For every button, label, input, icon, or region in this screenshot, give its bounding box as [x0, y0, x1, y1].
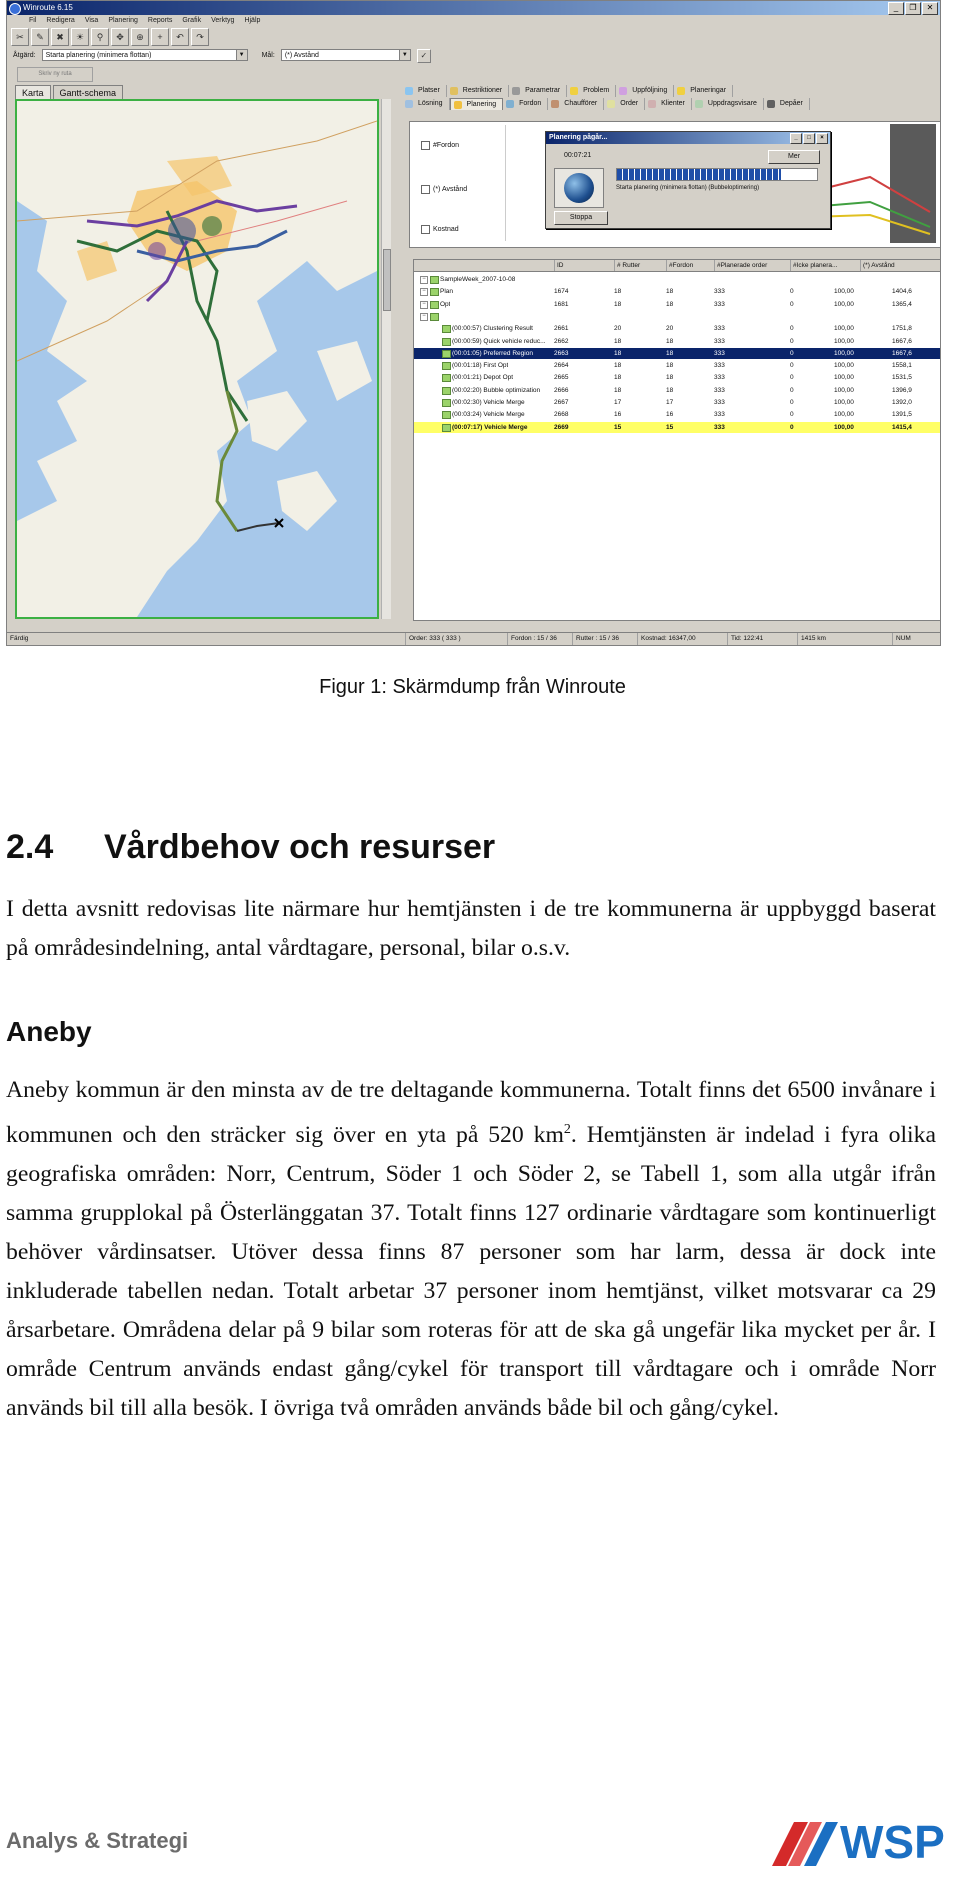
grid-cell: 18 — [614, 300, 622, 308]
table-row[interactable] — [414, 372, 941, 383]
status-distance: 1415 km — [797, 633, 826, 645]
grid-cell: 18 — [614, 349, 622, 357]
grid-cell: 100,00 — [834, 386, 854, 394]
row-name: (00:03:24) Vehicle Merge — [452, 411, 525, 419]
grid-cell: 2666 — [554, 386, 569, 394]
table-row[interactable] — [414, 274, 941, 285]
expand-toggle-icon[interactable]: − — [420, 301, 428, 309]
grid-cell: 18 — [614, 386, 622, 394]
tab-restriktioner[interactable]: Restriktioner — [447, 85, 509, 97]
status-ready: Färdig — [10, 635, 29, 642]
winroute-screenshot — [6, 0, 941, 646]
folder-icon — [442, 424, 451, 432]
intro-paragraph: I detta avsnitt redovisas lite närmare hur hemtjänsten i de tre kommunerna är uppbyggd baserat på områdesindelning, antal vårdtagare, personal, bilar o.s.v. — [6, 896, 936, 961]
col-planned[interactable]: #Planerade order — [714, 260, 767, 271]
parameters-icon — [512, 87, 520, 95]
grid-cell: 17 — [666, 399, 674, 406]
followup-icon — [619, 87, 627, 95]
table-row[interactable] — [414, 385, 941, 396]
tab-karta[interactable]: Karta — [15, 85, 51, 100]
order-cluster — [148, 242, 166, 260]
row-name: (00:00:59) Quick vehicle reduc... — [452, 337, 546, 345]
status-orders: Order: 333 ( 333 ) — [405, 633, 461, 645]
planning-progress-dialog — [545, 131, 831, 229]
plans-icon — [677, 87, 685, 95]
legend-fordon[interactable]: #Fordon — [421, 141, 459, 150]
grid-cell: 0 — [790, 411, 794, 419]
pen-icon[interactable]: ✎ — [31, 28, 49, 46]
warning-icon — [570, 87, 578, 95]
menu-item-reports[interactable]: Reports — [147, 17, 173, 24]
table-row[interactable] — [414, 409, 941, 420]
app-icon — [9, 3, 21, 15]
grid-cell: 1751,8 — [892, 325, 912, 333]
logo-text: WSP — [840, 1816, 945, 1868]
route-map[interactable] — [15, 99, 379, 619]
goal-label: Mål: — [261, 52, 275, 59]
tab-problem[interactable]: Problem — [567, 85, 616, 97]
row-name: Opt — [440, 300, 451, 308]
grid-cell: 333 — [714, 349, 725, 357]
col-unplanned[interactable]: #Icke planera... — [790, 260, 837, 271]
progress-bar — [616, 168, 818, 181]
planning-icon — [454, 101, 462, 109]
grid-cell: 18 — [666, 386, 674, 394]
close-button[interactable]: ✕ — [922, 2, 938, 15]
close-button[interactable]: × — [816, 133, 828, 144]
col-vehicles[interactable]: #Fordon — [666, 260, 693, 271]
tab-uppdragsvisare[interactable]: Uppdragsvisare — [692, 98, 764, 110]
tab-losning[interactable]: Lösning — [402, 98, 450, 110]
grid-cell: 100,00 — [834, 337, 854, 345]
row-name: (00:07:17) Vehicle Merge — [452, 423, 528, 431]
row-name: (00:02:30) Vehicle Merge — [452, 399, 525, 406]
window-titlebar — [7, 1, 940, 15]
map-scrollbar[interactable] — [381, 99, 391, 619]
figure-caption: Figur 1: Skärmdump från Winroute — [319, 676, 626, 698]
grid-cell: 100,00 — [834, 362, 854, 370]
dialog-status: Starta planering (minimera flottan) (Bubbeloptimering) — [616, 185, 760, 191]
grid-cell: 2662 — [554, 337, 569, 345]
client-icon — [648, 100, 656, 108]
legend-kostnad[interactable]: Kostnad — [421, 225, 459, 234]
grid-cell: 100,00 — [834, 300, 854, 308]
checkbox[interactable] — [421, 225, 430, 234]
tab-planeringar[interactable]: Planeringar — [674, 85, 733, 97]
status-bar — [7, 632, 940, 645]
grid-cell: 100,00 — [834, 374, 854, 382]
crosshair-icon[interactable]: + — [151, 28, 169, 46]
goal-select[interactable] — [281, 49, 411, 61]
elapsed-time: 00:07:21 — [564, 152, 592, 159]
col-distance[interactable]: (*) Avstånd — [860, 260, 895, 271]
row-name: (00:00:57) Clustering Result — [452, 325, 533, 333]
grid-cell: 100,00 — [834, 288, 854, 296]
grid-cell: 20 — [614, 325, 622, 333]
grid-cell: 0 — [790, 362, 794, 370]
order-cluster — [202, 216, 222, 236]
grid-cell: 1681 — [554, 300, 569, 308]
tab-gantt[interactable]: Gantt-schema — [53, 85, 124, 100]
grid-cell: 0 — [790, 423, 794, 431]
restrictions-icon — [450, 87, 458, 95]
grid-cell: 1558,1 — [892, 362, 912, 370]
vehicle-icon — [506, 100, 514, 108]
grid-cell: 18 — [614, 337, 622, 345]
row-name: Plan — [440, 288, 454, 296]
wsp-logo-graphic — [768, 1808, 954, 1870]
menu-item-verktyg[interactable]: Verktyg — [211, 17, 235, 24]
table-row[interactable] — [414, 360, 941, 371]
grid-cell: 1667,6 — [892, 337, 912, 345]
grid-cell: 0 — [790, 386, 794, 394]
grid-cell: 1392,0 — [892, 399, 912, 406]
scissors-icon[interactable]: ✂ — [11, 28, 29, 46]
menu-item-hjalp[interactable]: Hjälp — [244, 17, 261, 24]
grid-cell: 16 — [666, 411, 674, 419]
zoom-icon[interactable]: ⊕ — [131, 28, 149, 46]
col-routes[interactable]: # Rutter — [614, 260, 640, 271]
expand-toggle-icon[interactable]: − — [420, 288, 428, 296]
grid-cell: 333 — [714, 300, 725, 308]
tab-platser[interactable]: Platser — [402, 85, 447, 97]
menu-bar — [7, 15, 940, 27]
superscript-2: 2 — [563, 1122, 571, 1137]
table-row[interactable] — [414, 286, 941, 297]
goal-value: (*) Avstånd — [284, 52, 319, 59]
folder-icon — [430, 313, 439, 321]
row-name: (00:01:05) Preferred Region — [452, 349, 533, 357]
grid-cell: 1391,5 — [892, 411, 912, 419]
solution-icon — [405, 100, 413, 108]
row-name: (00:01:18) First Opt — [452, 362, 509, 370]
table-row[interactable] — [414, 311, 941, 322]
section-heading — [6, 828, 495, 867]
tab-parametrar[interactable]: Parametrar — [509, 85, 567, 97]
footer-text: Analys & Strategi — [6, 1828, 189, 1853]
grid-cell: 17 — [614, 399, 622, 406]
grid-cell: 18 — [666, 300, 674, 308]
chevron-down-icon[interactable]: ▼ — [399, 50, 410, 60]
globe-icon — [554, 168, 604, 208]
status-routes: Rutter : 15 / 36 — [572, 633, 619, 645]
maximize-button[interactable]: ❐ — [905, 2, 921, 15]
folder-icon — [442, 411, 451, 419]
chevron-down-icon[interactable]: ▼ — [236, 50, 247, 60]
stop-button[interactable]: Stoppa — [554, 211, 608, 225]
grid-cell: 1674 — [554, 288, 569, 296]
right-tabs-row-1 — [402, 85, 733, 97]
table-row[interactable] — [414, 422, 941, 433]
grid-cell: 333 — [714, 337, 725, 345]
grid-cell: 1365,4 — [892, 300, 912, 308]
places-icon — [405, 87, 413, 95]
aneby-text-part-2: . Hemtjänsten är indelad i fyra olika geografiska områden: Norr, Centrum, Söder 1 och Söder 2, se Tabell 1, som alla utgår ifrån samma grupplokal på Österlänggatan 37. Totalt finns 127 ordinarie vårdtagare som kontinuerligt behöver vårdinsatser. Utöver dessa finns 87 personer som har larm, dessa är dock inte inkluderade tabellen nedan. Totalt arbetar 37 personer inom hemtjänst, vilket motsvarar ca 29 årsarbetare. Områdena delar på 9 bilar som roteras för att de ska gå ungefär lika mycket per år. I område Centrum används endast gång/cykel för transport till vårdtagare och i område Norr används bil till alla besök. I övriga två områden används både bil och gång/cykel. — [6, 1121, 936, 1421]
map-tabs — [15, 85, 123, 100]
folder-icon — [430, 276, 439, 284]
dialog-title: Planering pågår... _ □ × — [546, 132, 830, 144]
tab-chaufforer[interactable]: Chaufförer — [548, 98, 604, 110]
folder-icon — [442, 362, 451, 370]
grid-cell: 333 — [714, 386, 725, 394]
pan-icon[interactable]: ✥ — [111, 28, 129, 46]
order-icon — [607, 100, 615, 108]
grid-cell: 18 — [666, 337, 674, 345]
tab-fordon[interactable]: Fordon — [503, 98, 548, 110]
section-title: Vårdbehov och resurser — [104, 828, 496, 866]
tab-planering[interactable]: Planering — [450, 98, 504, 110]
wsp-logo — [768, 1808, 954, 1870]
grid-cell: 0 — [790, 374, 794, 382]
legend-avstand[interactable]: (*) Avstånd — [421, 185, 467, 194]
undo-icon[interactable]: ↶ — [171, 28, 189, 46]
row-name: (00:01:21) Depot Opt — [452, 374, 514, 382]
folder-icon — [442, 374, 451, 382]
tab-klienter[interactable]: Klienter — [645, 98, 692, 110]
table-row[interactable] — [414, 323, 941, 334]
grid-cell: 100,00 — [834, 423, 854, 431]
grid-cell: 0 — [790, 337, 794, 345]
grid-cell: 333 — [714, 374, 725, 382]
task-viewer-icon — [695, 100, 703, 108]
grid-cell: 100,00 — [834, 411, 854, 419]
checkbox[interactable] — [421, 141, 430, 150]
table-row[interactable] — [414, 397, 941, 408]
grid-cell: 2664 — [554, 362, 569, 370]
grid-cell: 20 — [666, 325, 674, 333]
graph-legend — [413, 125, 506, 241]
plans-grid[interactable] — [413, 259, 941, 621]
expand-toggle-icon[interactable]: − — [420, 276, 428, 284]
grid-cell: 15 — [666, 423, 674, 431]
row-name: SampleWeek_2007-10-08 — [440, 276, 516, 283]
grid-cell: 1404,6 — [892, 288, 912, 296]
grid-cell: 18 — [666, 288, 674, 296]
tab-uppfoljning[interactable]: Uppföljning — [616, 85, 674, 97]
grid-cell: 0 — [790, 288, 794, 296]
grid-cell: 2667 — [554, 399, 569, 406]
order-cluster — [168, 217, 196, 245]
search-icon[interactable]: ⚲ — [91, 28, 109, 46]
grid-cell: 100,00 — [834, 399, 854, 406]
grid-cell: 100,00 — [834, 349, 854, 357]
menu-item-fil[interactable]: Fil — [29, 17, 37, 24]
assignment-label: Åtgärd: — [13, 52, 36, 59]
grid-cell: 2663 — [554, 349, 569, 357]
grid-cell: 1415,4 — [892, 423, 912, 431]
grid-cell: 2668 — [554, 411, 569, 419]
redo-icon[interactable]: ↷ — [191, 28, 209, 46]
grid-cell: 0 — [790, 300, 794, 308]
grid-header — [414, 260, 941, 272]
main-toolbar — [11, 28, 209, 46]
folder-icon — [442, 325, 451, 333]
apply-icon[interactable]: ✓ — [417, 49, 431, 63]
folder-icon — [442, 387, 451, 395]
grid-cell: 1531,5 — [892, 374, 912, 382]
menu-item-planering[interactable]: Planering — [108, 17, 138, 24]
grid-cell: 333 — [714, 423, 725, 431]
grid-cell: 0 — [790, 349, 794, 357]
tab-order[interactable]: Order — [604, 98, 645, 110]
grid-cell: 2661 — [554, 325, 569, 333]
status-num: NUM — [892, 633, 911, 645]
grid-cell: 2665 — [554, 374, 569, 382]
menu-item-redigera[interactable]: Redigera — [46, 17, 75, 24]
grid-cell: 333 — [714, 411, 725, 419]
driver-icon — [551, 100, 559, 108]
new-route-button[interactable]: Skriv ny ruta — [17, 67, 93, 82]
grid-cell: 18 — [666, 374, 674, 382]
assignment-row — [13, 49, 431, 63]
dialog-window-buttons — [790, 133, 828, 144]
window-title: Winroute 6.15 — [23, 3, 73, 12]
row-name: (00:02:20) Bubble optimization — [452, 386, 541, 394]
menu-item-visa[interactable]: Visa — [84, 17, 99, 24]
graph-dark-band — [890, 124, 936, 243]
grid-cell: 18 — [614, 288, 622, 296]
aneby-paragraph — [6, 1071, 936, 1428]
aneby-text-part-1: Aneby kommun är den minsta av de tre deltagande kommunerna. Totalt finns det 6500 invånare i kommunen och den sträcker sig över en yta på 520 km — [6, 1077, 936, 1148]
window-buttons — [888, 2, 938, 15]
checkbox[interactable] — [421, 185, 430, 194]
grid-cell: 18 — [666, 362, 674, 370]
subsection-heading: Aneby — [6, 1016, 92, 1047]
folder-icon — [442, 350, 451, 358]
section-number: 2.4 — [6, 828, 54, 866]
scrollbar-thumb[interactable] — [383, 249, 391, 311]
grid-cell: 1667,6 — [892, 349, 912, 357]
folder-icon — [430, 288, 439, 296]
tab-depaer[interactable]: Depåer — [764, 98, 810, 110]
grid-cell: 18 — [666, 349, 674, 357]
menu-item-grafik[interactable]: Grafik — [182, 17, 202, 24]
minimize-button[interactable]: _ — [790, 133, 802, 144]
grid-cell: 18 — [614, 362, 622, 370]
grid-cell: 18 — [614, 374, 622, 382]
more-button[interactable]: Mer — [768, 150, 820, 164]
folder-icon — [442, 399, 451, 407]
grid-cell: 333 — [714, 362, 725, 370]
progress-fill — [617, 169, 781, 180]
status-vehicles: Fordon : 15 / 36 — [507, 633, 557, 645]
right-tabs-row-2 — [402, 98, 810, 110]
status-cost: Kostnad: 16347,00 — [637, 633, 696, 645]
lightbulb-icon[interactable]: ☀ — [71, 28, 89, 46]
table-row[interactable] — [414, 348, 941, 359]
expand-toggle-icon[interactable]: − — [420, 313, 428, 321]
assignment-select[interactable] — [42, 49, 248, 61]
grid-cell: 333 — [714, 399, 725, 406]
grid-cell: 333 — [714, 288, 725, 296]
grid-cell: 0 — [790, 325, 794, 333]
grid-cell: 16 — [614, 411, 622, 419]
table-row[interactable] — [414, 336, 941, 347]
maximize-button[interactable]: □ — [803, 133, 815, 144]
minimize-button[interactable]: _ — [888, 2, 904, 15]
grid-cell: 15 — [614, 423, 622, 431]
grid-cell: 1396,9 — [892, 386, 912, 394]
map-canvas — [17, 101, 377, 617]
depot-icon — [767, 100, 775, 108]
grid-cell: 0 — [790, 399, 794, 406]
folder-icon — [430, 301, 439, 309]
folder-icon — [442, 338, 451, 346]
col-id[interactable]: ID — [554, 260, 564, 271]
grid-cell: 2669 — [554, 423, 569, 431]
table-row[interactable] — [414, 299, 941, 310]
grid-cell: 100,00 — [834, 325, 854, 333]
grid-cell: 333 — [714, 325, 725, 333]
status-time: Tid: 122:41 — [727, 633, 763, 645]
assignment-value: Starta planering (minimera flottan) — [45, 52, 152, 59]
x-icon[interactable]: ✖ — [51, 28, 69, 46]
